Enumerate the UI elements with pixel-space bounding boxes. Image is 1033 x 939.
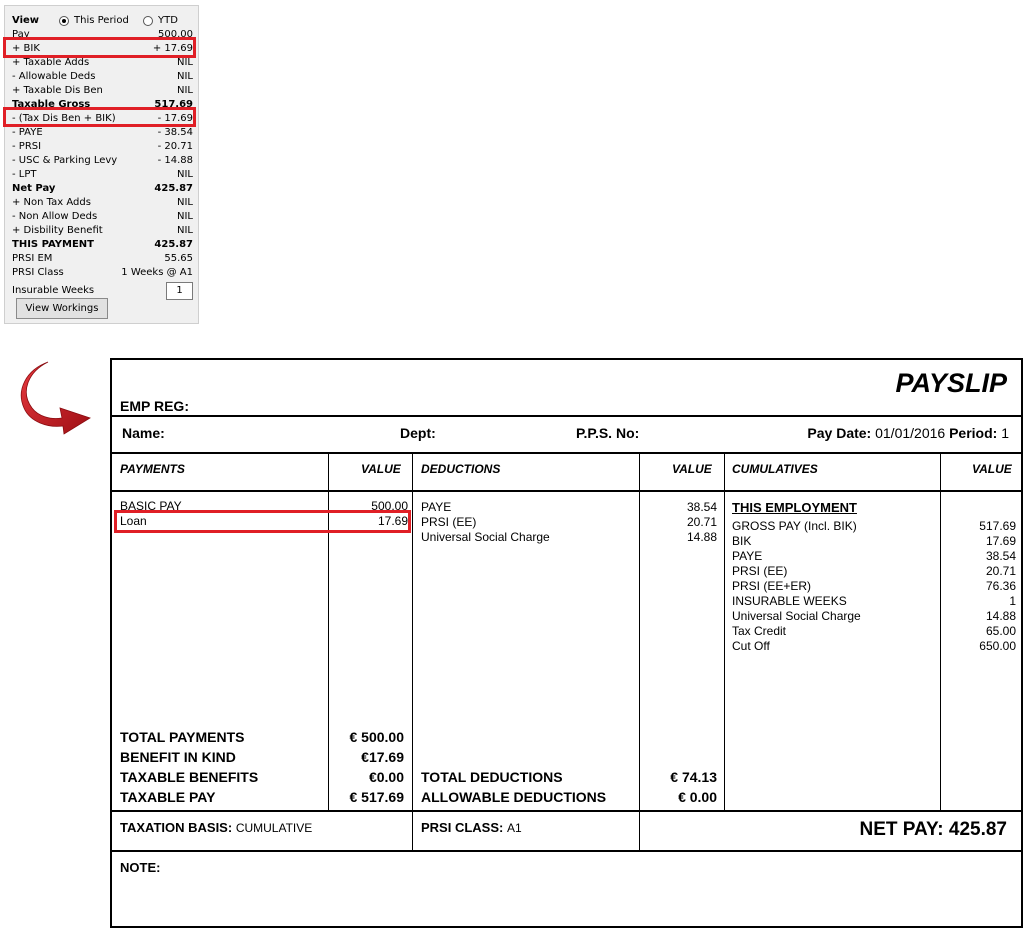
summary-row-label: PRSI Class (12, 267, 64, 278)
period-label: Period: (949, 425, 998, 441)
taxation-basis-label: TAXATION BASIS: (120, 820, 233, 835)
taxation-basis-value: CUMULATIVE (235, 821, 313, 835)
summary-row (11, 168, 194, 182)
payment-total-row-value: €17.69 (361, 749, 404, 765)
period-value: 1 (1001, 425, 1009, 441)
cumulative-row-label: Universal Social Charge (732, 609, 861, 623)
payslip-title: PAYSLIP (895, 368, 1007, 398)
tax-dis-ben-highlight (3, 107, 196, 127)
pay-date-value: 01/01/2016 (875, 425, 946, 441)
summary-row (11, 70, 194, 84)
prsi-class-value: A1 (506, 821, 522, 835)
emp-reg-label: EMP REG: (120, 398, 189, 414)
payment-total-row (120, 767, 404, 787)
insurable-weeks-input[interactable]: 1 (166, 282, 193, 300)
this-period-radio[interactable] (59, 16, 69, 26)
net-pay-value: 425.87 (948, 819, 1007, 840)
summary-row-value: 55.65 (164, 253, 193, 264)
prsi-class (421, 820, 522, 835)
prsi-class-label: PRSI CLASS: (421, 820, 504, 835)
cumulative-row (732, 579, 1016, 594)
summary-row (11, 140, 194, 154)
bik-highlight (3, 37, 196, 58)
cumulative-row (732, 534, 1016, 549)
summary-row-value: 500.00 (158, 29, 193, 40)
payment-total-row-label: BENEFIT IN KIND (120, 749, 236, 765)
summary-row (11, 266, 194, 280)
insurable-weeks-label: Insurable Weeks (12, 285, 95, 296)
summary-row-label: - Allowable Deds (12, 71, 96, 82)
summary-row-label: + Taxable Dis Ben (12, 85, 103, 96)
cumulative-row-label: INSURABLE WEEKS (732, 594, 847, 608)
summary-row (11, 182, 194, 196)
deduction-total-row-label: ALLOWABLE DEDUCTIONS (421, 789, 607, 805)
note-label: NOTE: (120, 860, 161, 875)
payment-row-value: 17.69 (377, 514, 408, 528)
payments-header: PAYMENTS (120, 462, 185, 476)
summary-row-label: Net Pay (12, 183, 56, 194)
deduction-row-value: 14.88 (686, 530, 717, 544)
summary-row-label: + Disbility Benefit (12, 225, 103, 236)
summary-row (11, 238, 194, 252)
cumulative-row (732, 639, 1016, 654)
pay-date-period (807, 425, 1009, 441)
cumulative-row-label: GROSS PAY (Incl. BIK) (732, 519, 857, 533)
cumulative-row-label: Tax Credit (732, 624, 787, 638)
deduction-row-value: 20.71 (686, 515, 717, 529)
cumulative-row (732, 519, 1016, 534)
ytd-radio[interactable] (143, 16, 153, 26)
summary-row-label: - (Tax Dis Ben + BIK) (12, 113, 116, 124)
view-selector (11, 14, 194, 28)
cumulative-row-value: 14.88 (985, 609, 1016, 623)
payslip (110, 358, 1023, 928)
deduction-total-row (421, 787, 717, 807)
summary-row-value: - 17.69 (157, 113, 193, 124)
summary-row (11, 154, 194, 168)
name-label: Name: (122, 425, 165, 441)
net-pay-label: NET PAY: (859, 819, 944, 840)
payment-total-row (120, 727, 404, 747)
deduction-total-row-value: € 0.00 (678, 789, 717, 805)
payment-total-row-label: TAXABLE BENEFITS (120, 769, 259, 785)
payment-total-row-value: € 500.00 (349, 729, 404, 745)
cumulative-row-value: 20.71 (985, 564, 1016, 578)
payments-value-header: VALUE (361, 462, 401, 476)
summary-row-label: - PRSI (12, 141, 42, 152)
cumulative-row (732, 594, 1016, 609)
summary-row-label: Pay (12, 29, 30, 40)
summary-row (11, 56, 194, 70)
deduction-row-label: PRSI (EE) (421, 515, 477, 529)
deduction-total-row-value: € 74.13 (670, 769, 717, 785)
summary-row-label: Taxable Gross (12, 99, 91, 110)
deduction-total-row (421, 767, 717, 787)
summary-row-value: NIL (176, 57, 193, 68)
deduction-total-row-label: TOTAL DEDUCTIONS (421, 769, 563, 785)
payment-total-row (120, 747, 404, 767)
cumulative-row (732, 564, 1016, 579)
deductions-header: DEDUCTIONS (421, 462, 501, 476)
summary-row-label: + BIK (12, 43, 40, 54)
cumulative-row-value: 76.36 (985, 579, 1016, 593)
summary-row-label: - USC & Parking Levy (12, 155, 118, 166)
summary-row-label: THIS PAYMENT (12, 239, 95, 250)
cumulative-row (732, 609, 1016, 624)
cumulatives-header: CUMULATIVES (732, 462, 818, 476)
summary-row-value: NIL (176, 211, 193, 222)
summary-row-value: 517.69 (154, 99, 193, 110)
summary-row-label: - LPT (12, 169, 37, 180)
deduction-row (421, 530, 717, 545)
payment-total-row-value: €0.00 (368, 769, 404, 785)
cumulative-row (732, 549, 1016, 564)
deduction-row-value: 38.54 (686, 500, 717, 514)
taxation-basis (120, 820, 312, 835)
curved-arrow-icon (18, 360, 98, 435)
dept-label: Dept: (400, 425, 436, 441)
payment-total-row-value: € 517.69 (349, 789, 404, 805)
cumulative-row-value: 650.00 (979, 639, 1016, 653)
deductions-value-header: VALUE (672, 462, 712, 476)
cumulative-row-value: 65.00 (985, 624, 1016, 638)
summary-row-value: 425.87 (154, 239, 193, 250)
summary-row-value: - 38.54 (157, 127, 193, 138)
ytd-option[interactable]: YTD (158, 15, 178, 26)
deduction-row-label: Universal Social Charge (421, 530, 550, 544)
summary-row-value: 1 Weeks @ A1 (121, 267, 193, 278)
summary-row-value: NIL (176, 225, 193, 236)
summary-row (11, 210, 194, 224)
pay-date-label: Pay Date: (807, 425, 872, 441)
cumulative-row-value: 17.69 (985, 534, 1016, 548)
payment-row-value: 500.00 (371, 499, 408, 513)
summary-row-value: NIL (176, 71, 193, 82)
deduction-row-label: PAYE (421, 500, 452, 514)
net-pay (859, 819, 1007, 841)
summary-row (11, 84, 194, 98)
summary-row-label: - PAYE (12, 127, 43, 138)
cumulative-row-value: 1 (1009, 594, 1016, 608)
this-period-option[interactable]: This Period (74, 15, 129, 26)
summary-row-value: NIL (176, 169, 193, 180)
payment-total-row-label: TOTAL PAYMENTS (120, 729, 245, 745)
summary-row (11, 252, 194, 266)
summary-row (11, 196, 194, 210)
summary-row-value: NIL (176, 197, 193, 208)
payment-row-label: Loan (120, 514, 147, 528)
summary-row-value: + 17.69 (152, 43, 193, 54)
view-workings-button[interactable]: View Workings (16, 298, 108, 319)
summary-row-label: - Non Allow Deds (12, 211, 98, 222)
summary-row-value: - 14.88 (157, 155, 193, 166)
deduction-row (421, 500, 717, 515)
cumulative-row-label: PRSI (EE) (732, 564, 788, 578)
insurable-weeks-row (11, 284, 194, 298)
cumulative-row-value: 517.69 (979, 519, 1016, 533)
payment-total-row-label: TAXABLE PAY (120, 789, 216, 805)
pps-label: P.P.S. No: (576, 425, 640, 441)
summary-row-label: PRSI EM (12, 253, 53, 264)
this-employment-heading: THIS EMPLOYMENT (732, 500, 857, 515)
cumulative-row (732, 624, 1016, 639)
loan-highlight (114, 510, 411, 533)
cumulative-row-label: PAYE (732, 549, 763, 563)
cumulative-row-label: PRSI (EE+ER) (732, 579, 812, 593)
summary-row-value: NIL (176, 85, 193, 96)
payment-row-label: BASIC PAY (120, 499, 182, 513)
payment-total-row (120, 787, 404, 807)
summary-row (11, 224, 194, 238)
cumulative-row-value: 38.54 (985, 549, 1016, 563)
summary-row (11, 126, 194, 140)
view-label: View (12, 15, 40, 26)
cumulative-row-label: BIK (732, 534, 752, 548)
summary-row-label: + Non Tax Adds (12, 197, 91, 208)
cumulatives-value-header: VALUE (972, 462, 1012, 476)
summary-row-label: + Taxable Adds (12, 57, 90, 68)
deduction-row (421, 515, 717, 530)
summary-row-value: - 20.71 (157, 141, 193, 152)
cumulative-row-label: Cut Off (732, 639, 770, 653)
summary-row-value: 425.87 (154, 183, 193, 194)
